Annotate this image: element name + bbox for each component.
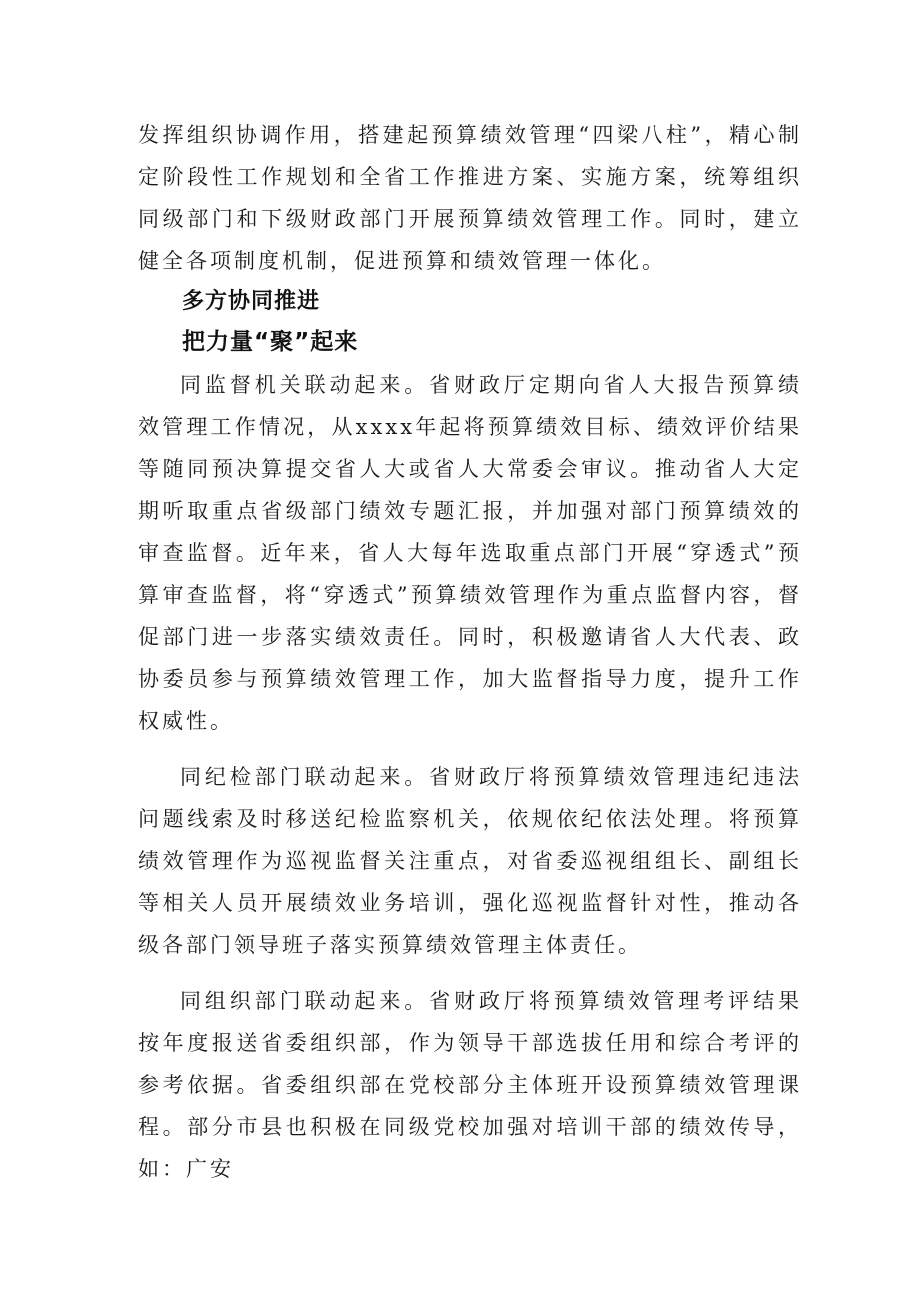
section-subheading: 把力量“聚”起来 — [182, 329, 359, 355]
paragraph-spacer — [138, 742, 802, 756]
section-heading: 多方协同推进 — [182, 289, 321, 314]
body-paragraph-supervision: 同监督机关联动起来。省财政厅定期向省人大报告预算绩效管理工作情况，从xxxx年起将预算绩效目标、绩效评价结果等随同预决算提交省人大或省人大常委会审议。推动省人大定期听取重点省级部门绩效专题汇报，并加强对部门预算绩效的审查监督。近年来，省人大每年选取重点部门开展“穿透式”预算审查监督，将“穿透式”预算绩效管理作为重点监督内容，督促部门进一步落实绩效责任。同时，积极邀请省人大代表、政协委员参与预算绩效管理工作，加大监督指导力度，提升工作权威性。 — [138, 373, 802, 733]
intro-paragraph: 发挥组织协调作用，搭建起预算绩效管理“四梁八柱”，精心制定阶段性工作规划和全省工作推进方案、实施方案，统筹组织同级部门和下级财政部门开展预算绩效管理工作。同时，建立健全各项制度机制，促进预算和绩效管理一体化。 — [138, 123, 802, 273]
body-paragraph-organization: 同组织部门联动起来。省财政厅将预算绩效管理考评结果按年度报送省委组织部，作为领导干部选拔任用和综合考评的参考依据。省委组织部在党校部分主体班开设预算绩效管理课程。部分市县也积极在同级党校加强对培训干部的绩效传导，如：广安 — [138, 989, 802, 1181]
body-paragraph-discipline: 同纪检部门联动起来。省财政厅将预算绩效管理违纪违法问题线索及时移送纪检监察机关，依规依纪依法处理。将预算绩效管理作为巡视监督关注重点，对省委巡视组组长、副组长等相关人员开展绩效业务培训，强化巡视监督针对性，推动各级各部门领导班子落实预算绩效管理主体责任。 — [138, 765, 802, 957]
document-body — [138, 114, 802, 1190]
paragraph-spacer — [138, 966, 802, 980]
